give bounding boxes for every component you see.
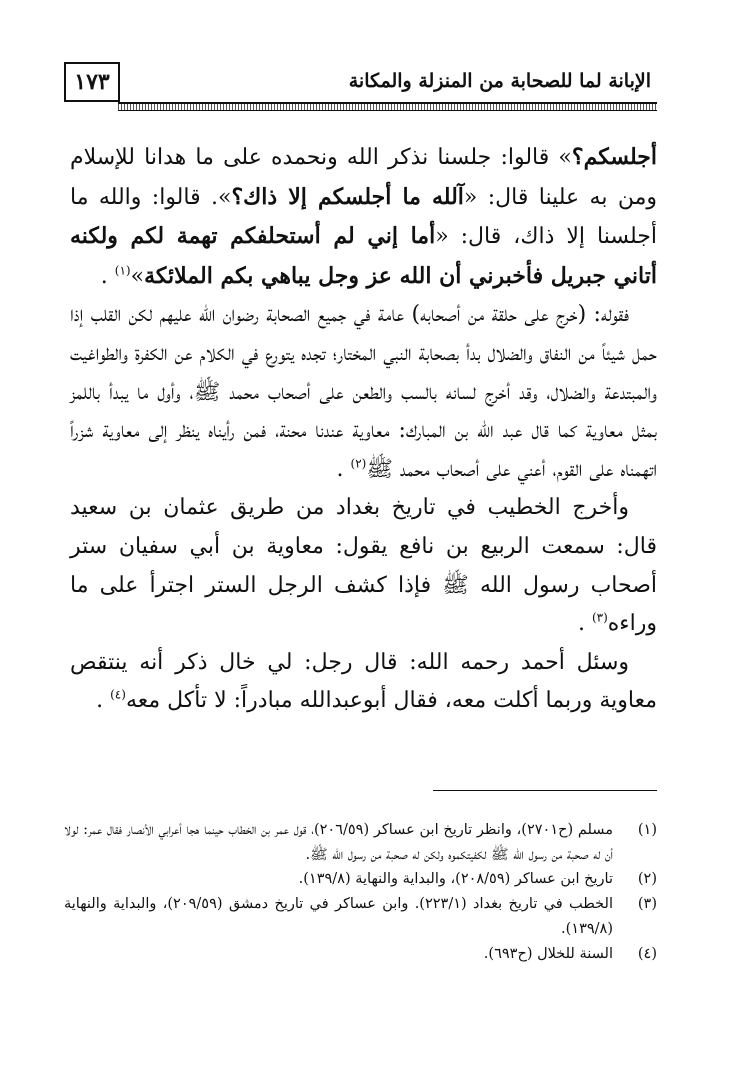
paragraph-text: فقوله: (خرج على حلقة من أصحابه) عامة في جميع الصحابة رضوان الله عليهم لكن القلب إذا حمل شيئاً من النفاق والضلال بدأ بصحابة النبي المختار؛ تجده يتورع في الكلام عن الكفرة والطواغيت والمبتدعة والضلال، وقد أخرج لسانه بالسب والطعن على أصحاب محمد ﷺ، وأول ما يبدأ باللمز بمثل معاوية كما قال عبد الله بن المبارك: معاوية عندنا محنة، فمن رأيناه ينظر إلى معاوية شزراً اتهمناه على القوم، أعني على أصحاب محمد ﷺ [70, 302, 657, 482]
paragraph-2 [70, 296, 657, 489]
footnote-ref[interactable]: (٣) [591, 610, 608, 625]
footnote-item [64, 818, 657, 867]
narration-text: » [130, 263, 145, 289]
paragraph-text: . [577, 611, 592, 637]
narration-text: . [100, 263, 115, 289]
footnote-ref[interactable]: (١) [114, 263, 131, 278]
quote-text: آلله ما أجلسكم إلا ذاك؟ [231, 183, 464, 210]
footnote-number: (٣) [637, 896, 657, 913]
paragraph-1 [70, 138, 657, 296]
footnote-item [64, 867, 657, 892]
paragraph-text: . [336, 456, 351, 482]
footnote-item [64, 892, 657, 941]
paragraph-text: وأخرج الخطيب في تاريخ بغداد من طريق عثمان بن سعيد قال: سمعت الربيع بن نافع يقول: معاوية بن أبي سفيان ستر أصحاب رسول الله ﷺ فإذا كشف الرجل الستر اجترأ على ما وراءه [70, 495, 657, 637]
paragraph-4 [70, 644, 657, 721]
narration-text: » قالوا: جلسنا نذكر الله ونحمده على ما هدانا للإسلام ومن به علينا قال: « [70, 145, 658, 210]
footnote-text: السنة للخلال (ح٦٩٣). [483, 945, 613, 962]
quote-text: أما إني لم أستحلفكم تهمة لكم ولكنه أتاني جبريل فأخبرني أن الله عز وجل يباهي بكم الملائكة [70, 223, 657, 289]
page-number: ١٧٣ [64, 62, 120, 102]
paragraph-text: وسئل أحمد رحمه الله: قال رجل: لي خال ذكر أنه ينتقص معاوية وربما أكلت معه، فقال أبوعبدالله مبادراً: لا تأكل معه [70, 649, 657, 714]
footnote-text: تاريخ ابن عساكر (٢٠٨/٥٩)، والبداية والنهاية (١٣٩/٨). [298, 871, 613, 888]
running-header [64, 62, 657, 106]
paragraph-3 [70, 489, 657, 643]
footnote-text: مسلم (ح٢٧٠١)، وانظر تاريخ ابن عساكر (٢٠٦/٥٩)، قول عمر بن الخطاب حينما هجا أعرابي الأنصار فقال عمر: لولا أن له صحبة من رسول الله ﷺ لكفيتكموه ولكن له صحبة من رسول الله ﷺ. [64, 822, 614, 863]
footnote-text: الخطب في تاريخ بغداد (٢٢٣/١). وابن عساكر في تاريخ دمشق (٢٠٩/٥٩)، والبداية والنهاية (١٣٩/٨). [64, 896, 613, 937]
narration-text: ». قالوا: والله ما أجلسنا إلا ذاك، قال: « [70, 184, 657, 250]
footnote-item [64, 942, 657, 967]
header-rule [118, 102, 657, 111]
header-title: الإبانة لما للصحابة من المنزلة والمكانة [348, 70, 651, 92]
paragraph-text: . [96, 688, 111, 714]
footnote-separator [433, 790, 657, 791]
footnotes [64, 818, 657, 966]
footnote-number: (٢) [637, 871, 657, 888]
main-text [70, 138, 657, 721]
footnote-ref[interactable]: (٤) [110, 687, 126, 702]
footnote-number: (١) [637, 822, 657, 838]
footnote-ref[interactable]: (٢) [350, 456, 367, 471]
footnote-number: (٤) [637, 945, 657, 962]
quote-text: أجلسكم؟ [571, 144, 657, 170]
